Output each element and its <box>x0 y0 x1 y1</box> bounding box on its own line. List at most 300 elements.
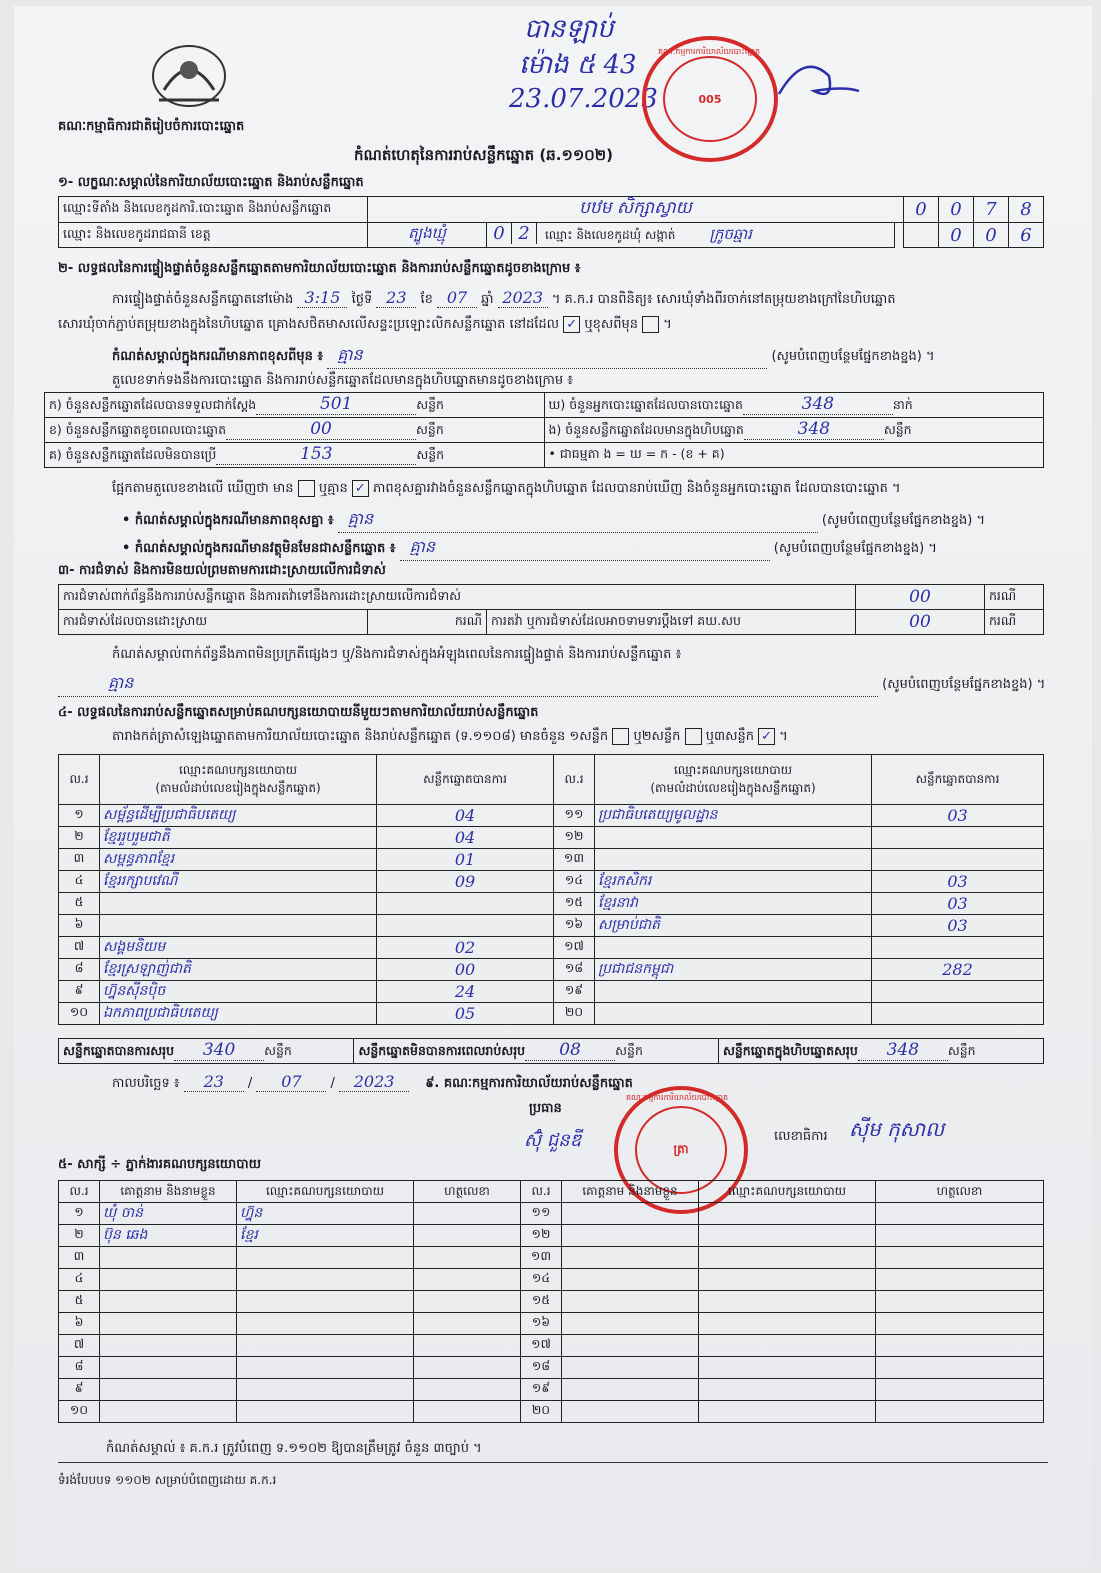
table-row <box>59 849 1044 871</box>
s1-code-digit: 0 <box>904 197 939 223</box>
s5-witness-body <box>59 1203 1044 1423</box>
checkbox-has-difference[interactable] <box>298 480 315 497</box>
party-name <box>595 937 872 959</box>
witness-name <box>562 1247 699 1269</box>
witness-signature <box>414 1247 521 1269</box>
unit-label: សន្លឹក <box>615 1043 643 1058</box>
row-number: ២ <box>59 1225 100 1247</box>
total-box-value: 348 <box>858 1040 948 1061</box>
s2-time: 3:15 <box>297 288 347 308</box>
org-name: គណៈកម្មាធិការជាតិរៀបចំការបោះឆ្នោត <box>58 119 245 134</box>
witness-signature <box>876 1225 1044 1247</box>
date-day: 23 <box>184 1072 244 1092</box>
footer-note: កំណត់សម្គាល់ ៖ គ.ក.រ ត្រូវបំពេញ ទ.១១០២ ឱ្យបានត្រឹមត្រូវ ចំនួន ៣ច្បាប់ ។ <box>106 1441 482 1456</box>
row-number: ១៧ <box>521 1335 562 1357</box>
witness-party <box>699 1269 876 1291</box>
table-row <box>59 1313 1044 1335</box>
row-number: ៥ <box>59 893 100 915</box>
s2-note2-hint: (សូមបំពេញបន្ថែមផ្នែកខាងខ្នង) ។ <box>821 513 986 528</box>
s4-intro-a: តារាងកត់ត្រាសំឡេងឆ្នោតតាមការិយាល័យបោះឆ្នោត និងរាប់សន្លឹកឆ្នោត (ទ.១១០៨) មានចំនួន ១សន្លឹក <box>112 729 609 744</box>
party-votes <box>377 915 554 937</box>
unit-label: ករណី <box>368 610 487 635</box>
witness-signature <box>876 1379 1044 1401</box>
unit-label: សន្លឹក <box>416 397 444 412</box>
row-number: ៩ <box>59 981 100 1003</box>
col-name: គោត្តនាម និងនាមខ្លួន <box>562 1181 699 1203</box>
col-party-line1: ឈ្មោះគណបក្សនយោបាយ <box>673 762 793 777</box>
s1-commune-label: ឈ្មោះ និងលេខកូដឃុំ សង្កាត់ <box>544 228 676 242</box>
witness-name <box>562 1291 699 1313</box>
row-number: ១២ <box>554 827 595 849</box>
witness-name: ឃុំ ចាន់ <box>100 1203 237 1225</box>
witness-party <box>699 1203 876 1225</box>
total-valid-value: 340 <box>174 1040 264 1061</box>
witness-party <box>699 1357 876 1379</box>
s2-conclusion-a: ផ្អែកតាមតួលេខខាងលើ ឃើញថា មាន <box>112 481 294 496</box>
row-number: ១៣ <box>521 1247 562 1269</box>
s1-table <box>58 196 1044 248</box>
total-invalid-label: សន្លឹកឆ្នោតមិនបានការពេលរាប់សរុប <box>358 1043 526 1058</box>
row-number: ២ <box>59 827 100 849</box>
s1-code-digit: 0 <box>939 197 974 223</box>
col-votes: សន្លឹកឆ្នោតបានការ <box>872 755 1044 805</box>
witness-name <box>562 1203 699 1225</box>
s2-line1-c: ខែ <box>420 292 433 307</box>
party-name: ខ្មែរនាវា <box>595 893 872 915</box>
party-name: ខ្មែររក្សាបវេណី <box>100 871 377 893</box>
date-month: 07 <box>256 1072 326 1092</box>
row-number: ១៣ <box>554 849 595 871</box>
s2-year: 2023 <box>498 288 548 308</box>
s2-line2-end: ។ <box>663 317 672 332</box>
s2-note3-value: គ្មាន <box>400 536 770 561</box>
party-votes: 00 <box>377 959 554 981</box>
table-row <box>59 1335 1044 1357</box>
witness-name <box>562 1357 699 1379</box>
witness-party <box>237 1269 414 1291</box>
table-row <box>59 871 1044 893</box>
col-sign: ហត្ថលេខា <box>876 1181 1044 1203</box>
s2-ka-value: 501 <box>256 394 416 415</box>
checkbox-one-sheet[interactable] <box>612 728 629 745</box>
handwritten-note-1: បានឡាប់ <box>524 14 614 44</box>
col-party: ឈ្មោះគណបក្សនយោបាយ <box>237 1181 414 1203</box>
party-name <box>595 827 872 849</box>
witness-party <box>699 1379 876 1401</box>
s2-ko-label: គ) ចំនួនសន្លឹកឆ្នោតដែលមិនបានប្រើ <box>49 447 217 462</box>
chair-signature: ស៊ុំ ជួនឌី <box>524 1130 582 1151</box>
witness-name <box>100 1335 237 1357</box>
witness-name <box>100 1247 237 1269</box>
s2-note1-hint: (សូមបំពេញបន្ថែមផ្នែកខាងខ្នង) ។ <box>771 349 935 364</box>
row-number: ១៩ <box>554 981 595 1003</box>
party-name: ប្រជាធិបតេយ្យមូលដ្ឋាន <box>595 805 872 827</box>
s3-row1-label: ការជំទាស់ពាក់ព័ន្ធនឹងការរាប់សន្លឹកឆ្នោត និងការតវ៉ាទៅនឹងការដោះស្រាយលើការជំទាស់ <box>59 585 856 610</box>
col-party <box>595 755 872 805</box>
witness-party <box>237 1357 414 1379</box>
party-votes <box>872 849 1044 871</box>
s2-note1-value: គ្មាន <box>327 344 767 369</box>
row-number: ១៤ <box>554 871 595 893</box>
row-number: ៧ <box>59 937 100 959</box>
witness-signature <box>414 1335 521 1357</box>
row-number: ៤ <box>59 1269 100 1291</box>
s3-note-value: គ្មាន <box>58 672 878 697</box>
s2-month: 07 <box>437 288 477 308</box>
witness-party <box>237 1291 414 1313</box>
checkbox-same[interactable]: ✓ <box>563 316 580 333</box>
party-name <box>595 981 872 1003</box>
witness-name <box>100 1401 237 1423</box>
s1-province-code <box>487 223 895 248</box>
party-name: ខ្មែរស្រឡាញ់ជាតិ <box>100 959 377 981</box>
table-row <box>59 1291 1044 1313</box>
party-votes: 04 <box>377 805 554 827</box>
row-number: ៣ <box>59 849 100 871</box>
s2-line1-d: ឆ្នាំ <box>481 292 494 307</box>
witness-signature <box>414 1313 521 1335</box>
col-votes: សន្លឹកឆ្នោតបានការ <box>377 755 554 805</box>
s1-code-digit: 7 <box>974 197 1009 223</box>
s4-intro-b: ឬ២សន្លឹក <box>633 729 681 744</box>
s2-ngo-value: 348 <box>744 419 884 440</box>
s2-ngo-label: ង) ចំនួនសន្លឹកឆ្នោតដែលមានក្នុងហិបឆ្នោត <box>548 422 744 437</box>
date-year: 2023 <box>339 1072 409 1092</box>
s2-kho-value: 348 <box>743 394 893 415</box>
party-votes: 02 <box>377 937 554 959</box>
row-number: ១០ <box>59 1003 100 1025</box>
table-row <box>59 1225 1044 1247</box>
table-row <box>59 959 1044 981</box>
s2-line1 <box>112 288 895 310</box>
handwritten-signature-top <box>774 46 864 106</box>
checkbox-two-sheets[interactable] <box>685 728 702 745</box>
party-name <box>595 849 872 871</box>
s2-note2 <box>122 508 985 533</box>
col-no: ល.រ <box>59 755 100 805</box>
row-number: ១៥ <box>521 1291 562 1313</box>
party-name: ឯកភាពប្រជាធិបតេយ្យ <box>100 1003 377 1025</box>
unit-label: សន្លឹក <box>883 422 912 437</box>
party-votes <box>872 827 1044 849</box>
s2-line1-a: ការផ្ទៀងផ្ទាត់ចំនួនសន្លឹកឆ្នោតនៅម៉ោង <box>112 292 294 307</box>
row-number: ៥ <box>59 1291 100 1313</box>
checkbox-no-difference[interactable]: ✓ <box>352 480 369 497</box>
witness-signature <box>876 1335 1044 1357</box>
witness-party <box>699 1313 876 1335</box>
s2-heading: ២- លទ្ធផលនៃការផ្ទៀងផ្ទាត់ចំនួនសន្លឹកឆ្នោតតាមការិយាល័យបោះឆ្នោត និងការរាប់សន្លឹកឆ្នោតដូចខាងក្រោម ៖ <box>58 261 581 276</box>
s1-code-digit: 8 <box>1009 197 1044 223</box>
witness-name <box>562 1313 699 1335</box>
witness-name: ប៊ុន ឆេង <box>100 1225 237 1247</box>
s2-note2-label: • កំណត់សម្គាល់ក្នុងករណីមានភាពខុសគ្នា ៖ <box>122 513 334 528</box>
party-votes: 282 <box>872 959 1044 981</box>
table-row <box>59 1401 1044 1423</box>
party-votes: 03 <box>872 805 1044 827</box>
unit-label: សន្លឹក <box>947 1043 976 1058</box>
checkbox-different[interactable] <box>642 316 659 333</box>
s3-row2-label2: ការតវ៉ា ឬការជំទាស់ដែលអាចទាមទារប្តឹងទៅ គឃ.សប <box>487 610 856 635</box>
date-label: កាលបរិច្ឆេទ ៖ <box>112 1076 180 1091</box>
s2-line1-e: ។ គ.ក.រ បានពិនិត្យ៖ សោរឃុំទាំងពីរចាក់នៅតម្រុយខាងក្រៅនៃហិបឆ្នោត <box>551 292 896 307</box>
row-number: ១៨ <box>521 1357 562 1379</box>
row-number: ១ <box>59 805 100 827</box>
col-no: ល.រ <box>554 755 595 805</box>
s2-note2-value: គ្មាន <box>338 508 818 533</box>
col-party-line2: (តាមលំដាប់លេខរៀងក្នុងសន្លឹកឆ្នោត) <box>650 780 816 795</box>
committee-label: ៩. គណៈកម្មការការិយាល័យរាប់សន្លឹកឆ្នោត <box>425 1076 633 1091</box>
witness-party <box>237 1313 414 1335</box>
s1-province-code-digit: 2 <box>512 223 537 244</box>
table-row <box>59 827 1044 849</box>
unit-label: ករណី <box>985 610 1044 635</box>
s2-ko-value: 153 <box>216 444 416 465</box>
col-party-line1: ឈ្មោះគណបក្សនយោបាយ <box>178 762 298 777</box>
row-number: ២០ <box>554 1003 595 1025</box>
footer-divider <box>58 1462 1048 1463</box>
party-name: សម្ពន្ធភាពខ្មែរ <box>100 849 377 871</box>
witness-party <box>237 1335 414 1357</box>
witness-name <box>100 1269 237 1291</box>
s2-day: 23 <box>376 288 416 308</box>
witness-party <box>237 1247 414 1269</box>
witness-party <box>699 1291 876 1313</box>
col-no: ល.រ <box>521 1181 562 1203</box>
row-number: ៣ <box>59 1247 100 1269</box>
s2-note1 <box>112 344 935 369</box>
s2-note3-hint: (សូមបំពេញបន្ថែមផ្នែកខាងខ្នង) ។ <box>773 541 937 556</box>
table-row <box>59 1003 1044 1025</box>
party-name <box>100 915 377 937</box>
total-box-label: សន្លឹកឆ្នោតក្នុងហិបឆ្នោតសរុប <box>722 1043 858 1058</box>
witness-name <box>562 1225 699 1247</box>
col-name: គោត្តនាម និងនាមខ្លួន <box>100 1181 237 1203</box>
s4-intro-end: ។ <box>779 729 788 744</box>
witness-party <box>237 1379 414 1401</box>
table-row <box>59 893 1044 915</box>
checkbox-three-sheets[interactable]: ✓ <box>758 728 775 745</box>
s1-province-value: ត្បូងឃ្មុំ <box>368 223 487 248</box>
witness-signature <box>876 1269 1044 1291</box>
unit-label: ករណី <box>985 585 1044 610</box>
witness-name <box>562 1269 699 1291</box>
party-votes: 05 <box>377 1003 554 1025</box>
s2-ka-label: ក) ចំនួនសន្លឹកឆ្នោតដែលបានទទួលជាក់ស្តែង <box>49 397 257 412</box>
s1-row2-label: ឈ្មោះ និងលេខកូដរាជធានី ខេត្ត <box>59 223 368 248</box>
stamp-top-number: 005 <box>698 92 722 106</box>
row-number: ៦ <box>59 1313 100 1335</box>
witness-party <box>699 1247 876 1269</box>
row-number: ១ <box>59 1203 100 1225</box>
col-sign: ហត្ថលេខា <box>414 1181 521 1203</box>
witness-party: ហ្វ៊ុន <box>237 1203 414 1225</box>
s4-heading: ៤- លទ្ធផលនៃការរាប់សន្លឹកឆ្នោតសម្រាប់គណបក្សនយោបាយនីមួយៗតាមការិយាល័យរាប់សន្លឹកឆ្នោត <box>58 705 539 720</box>
party-votes: 03 <box>872 871 1044 893</box>
s1-row1-value: បឋម សិក្សាស្វាយ <box>368 197 904 223</box>
party-votes <box>377 893 554 915</box>
s5-witness-table <box>58 1180 1044 1423</box>
document-page <box>14 6 1092 1566</box>
col-no: ល.រ <box>59 1181 100 1203</box>
s3-note-hint: (សូមបំពេញបន្ថែមផ្នែកខាងខ្នង) ។ <box>882 677 1046 692</box>
s1-row1-label: ឈ្មោះទីតាំង និងលេខកូដការិ.បោះឆ្នោត និងរាប់សន្លឹកឆ្នោត <box>59 197 368 223</box>
row-number: ៩ <box>59 1379 100 1401</box>
table-row <box>59 1269 1044 1291</box>
row-number: ១២ <box>521 1225 562 1247</box>
s2-kha-label: ខ) ចំនួនសន្លឹកឆ្នោតខូចពេលបោះឆ្នោត <box>49 422 227 437</box>
total-invalid-value: 08 <box>525 1040 615 1061</box>
secretary-signature: ស៊ីម កុសាល <box>849 1117 945 1141</box>
witness-signature <box>876 1357 1044 1379</box>
row-number: ៦ <box>59 915 100 937</box>
party-name: សង្គមនិយម <box>100 937 377 959</box>
witness-name <box>562 1379 699 1401</box>
party-name: សម្ព័ន្ធដើម្បីប្រជាធិបតេយ្យ <box>100 805 377 827</box>
s4-date: កាលបរិច្ឆេទ ៖ 23 / 07 / 2023 ៩. គណៈកម្មការការិយាល័យរាប់សន្លឹកឆ្នោត <box>112 1072 633 1091</box>
witness-signature <box>876 1291 1044 1313</box>
party-name: ប្រជាជនកម្ពុជា <box>595 959 872 981</box>
row-number: ១១ <box>521 1203 562 1225</box>
stamp-bottom-center: ត្រា <box>673 1142 689 1156</box>
secretary-label: លេខាធិការ <box>774 1129 828 1144</box>
table-row <box>59 915 1044 937</box>
footer-form-note: ទំរង់បែបបទ ១១០២ សម្រាប់បំពេញដោយ គ.ក.រ <box>58 1473 277 1487</box>
party-votes: 04 <box>377 827 554 849</box>
row-number: ១១ <box>554 805 595 827</box>
witness-party <box>237 1401 414 1423</box>
table-row <box>59 937 1044 959</box>
s4-intro <box>112 728 788 747</box>
table-row <box>59 1247 1044 1269</box>
row-number: ១៦ <box>521 1313 562 1335</box>
witness-signature <box>414 1357 521 1379</box>
s2-line1-b: ថ្ងៃទី <box>351 292 373 307</box>
s3-row2-value2: 00 <box>856 610 985 635</box>
witness-signature <box>414 1225 521 1247</box>
s1-commune-code-digit: 0 <box>974 223 1009 248</box>
party-votes: 03 <box>872 893 1044 915</box>
row-number: ១៤ <box>521 1269 562 1291</box>
table-row <box>59 981 1044 1003</box>
witness-signature <box>876 1247 1044 1269</box>
s2-formula: • ជាធម្មតា ង = ឃ = ក - (ខ + គ) <box>544 443 1044 468</box>
row-number: ១៧ <box>554 937 595 959</box>
row-number: ៤ <box>59 871 100 893</box>
witness-name <box>100 1291 237 1313</box>
s2-line2-text: សោរឃុំចាក់ភ្ជាប់តម្រុយខាងក្នុងនៃហិបឆ្នោត គ្រោងសថិតមាសលើសន្ទះប្រឡោះលិកសន្លឹកឆ្នោត នៅដដែល <box>58 317 560 332</box>
s1-province-code-digit: 0 <box>487 223 512 244</box>
party-votes <box>872 937 1044 959</box>
row-number: ១០ <box>59 1401 100 1423</box>
s2-line2 <box>58 316 672 335</box>
unit-label: សន្លឹក <box>264 1043 292 1058</box>
s3-row1-value: 00 <box>856 585 985 610</box>
row-number: ៧ <box>59 1335 100 1357</box>
s1-commune-value: ក្រូចឆ្មារ <box>709 225 752 243</box>
s2-count-table <box>44 392 1044 468</box>
table-row <box>59 1379 1044 1401</box>
col-party <box>100 755 377 805</box>
s2-note3-label: • កំណត់សម្គាល់ក្នុងករណីមានវត្ថុមិនមែនជាសន្លឹកឆ្នោត ៖ <box>122 541 396 556</box>
witness-signature <box>414 1269 521 1291</box>
witness-name <box>100 1379 237 1401</box>
s1-commune-code-digit: 6 <box>1009 223 1044 248</box>
witness-signature <box>414 1379 521 1401</box>
s4-results-body <box>59 805 1044 1025</box>
s2-line2-b: ឬខុសពីមុន <box>584 317 638 332</box>
row-number: ១៥ <box>554 893 595 915</box>
witness-name <box>562 1401 699 1423</box>
unit-label: សន្លឹក <box>416 447 445 462</box>
stamp-bottom-text: គណៈកម្មការការិយាល័យបោះឆ្នោត <box>625 1093 729 1102</box>
s2-note3 <box>122 536 937 561</box>
party-name: ខ្មែររួបរួមជាតិ <box>100 827 377 849</box>
s4-intro-c: ឬ៣សន្លឹក <box>705 729 754 744</box>
table-row <box>59 805 1044 827</box>
s4-totals <box>58 1038 1044 1064</box>
party-name <box>595 1003 872 1025</box>
col-party-line2: (តាមលំដាប់លេខរៀងក្នុងសន្លឹកឆ្នោត) <box>155 780 321 795</box>
s3-heading: ៣- ការជំទាស់ និងការមិនយល់ព្រមតាមការដោះស្រាយលើការជំទាស់ <box>58 563 386 578</box>
witness-name <box>100 1313 237 1335</box>
col-party: ឈ្មោះគណបក្សនយោបាយ <box>699 1181 876 1203</box>
row-number: ១៨ <box>554 959 595 981</box>
s2-kha-value: 00 <box>226 419 416 440</box>
party-votes: 01 <box>377 849 554 871</box>
s2-conclusion-b: ឬគ្មាន <box>318 481 348 496</box>
row-number: ១៦ <box>554 915 595 937</box>
party-votes: 03 <box>872 915 1044 937</box>
s2-note1-label: កំណត់សម្គាល់ក្នុងករណីមានភាពខុសពីមុន ៖ <box>112 349 324 364</box>
chair-label: ប្រធាន <box>529 1101 562 1116</box>
party-name: ខ្មែរកសិករ <box>595 871 872 893</box>
row-number: ៨ <box>59 1357 100 1379</box>
witness-signature <box>876 1401 1044 1423</box>
row-number: ១៩ <box>521 1379 562 1401</box>
s5-heading: ៥- សាក្សី ÷ ភ្នាក់ងារគណបក្សនយោបាយ <box>58 1157 261 1172</box>
s2-conclusion <box>112 480 901 499</box>
total-valid-label: សន្លឹកឆ្នោតបានការសរុប <box>63 1043 175 1058</box>
stamp-top-text: គណៈកម្មការការិយាល័យបោះឆ្នោត <box>657 47 761 56</box>
table-row <box>59 1203 1044 1225</box>
s3-row2-label: ការជំទាស់ដែលបានដោះស្រាយ <box>59 610 368 635</box>
s3-table <box>58 584 1044 635</box>
s4-results-table <box>58 754 1044 1025</box>
witness-signature <box>876 1313 1044 1335</box>
party-name: សម្រាប់ជាតិ <box>595 915 872 937</box>
party-name <box>100 893 377 915</box>
witness-party <box>699 1335 876 1357</box>
nec-emblem <box>144 40 234 114</box>
row-number: ២០ <box>521 1401 562 1423</box>
party-votes <box>872 1003 1044 1025</box>
s3-note-label: កំណត់សម្គាល់ពាក់ព័ន្ធនឹងភាពមិនប្រក្រតីផ្សេងៗ ឬ/និងការជំទាស់ក្នុងអំឡុងពេលនៃការផ្ទៀងផ្ទាត់ និងការរាប់សន្លឹកឆ្នោត ៖ <box>112 647 682 662</box>
witness-party: ខ្មែរ <box>237 1225 414 1247</box>
row-number: ៨ <box>59 959 100 981</box>
handwritten-date: 23.07.2023 <box>509 84 658 114</box>
s1-heading: ១- លក្ខណៈសម្គាល់នៃការិយាល័យបោះឆ្នោត និងរាប់សន្លឹកឆ្នោត <box>58 175 364 190</box>
witness-name <box>100 1357 237 1379</box>
unit-label: នាក់ <box>892 397 913 412</box>
witness-signature <box>876 1203 1044 1225</box>
s2-kho-label: ឃ) ចំនួនអ្នកបោះឆ្នោតដែលបានបោះឆ្នោត <box>548 397 743 412</box>
s2-conclusion-c: ភាពខុសគ្នារវាងចំនួនសន្លឹកឆ្នោតក្នុងហិបឆ្នោត ដែលបានរាប់ឃើញ និងចំនួនអ្នកបោះឆ្នោត ដែលបានបោះឆ្នោត ។ <box>373 481 901 496</box>
s2-result-intro: តួលេខទាក់ទងនឹងការបោះឆ្នោត និងការរាប់សន្លឹកឆ្នោតដែលមានក្នុងហិបឆ្នោតមានដូចខាងក្រោម ៖ <box>112 373 573 388</box>
witness-name <box>562 1335 699 1357</box>
handwritten-note-2: ម៉ោង ៥ 43 <box>519 50 637 80</box>
witness-signature <box>414 1291 521 1313</box>
witness-party <box>699 1225 876 1247</box>
